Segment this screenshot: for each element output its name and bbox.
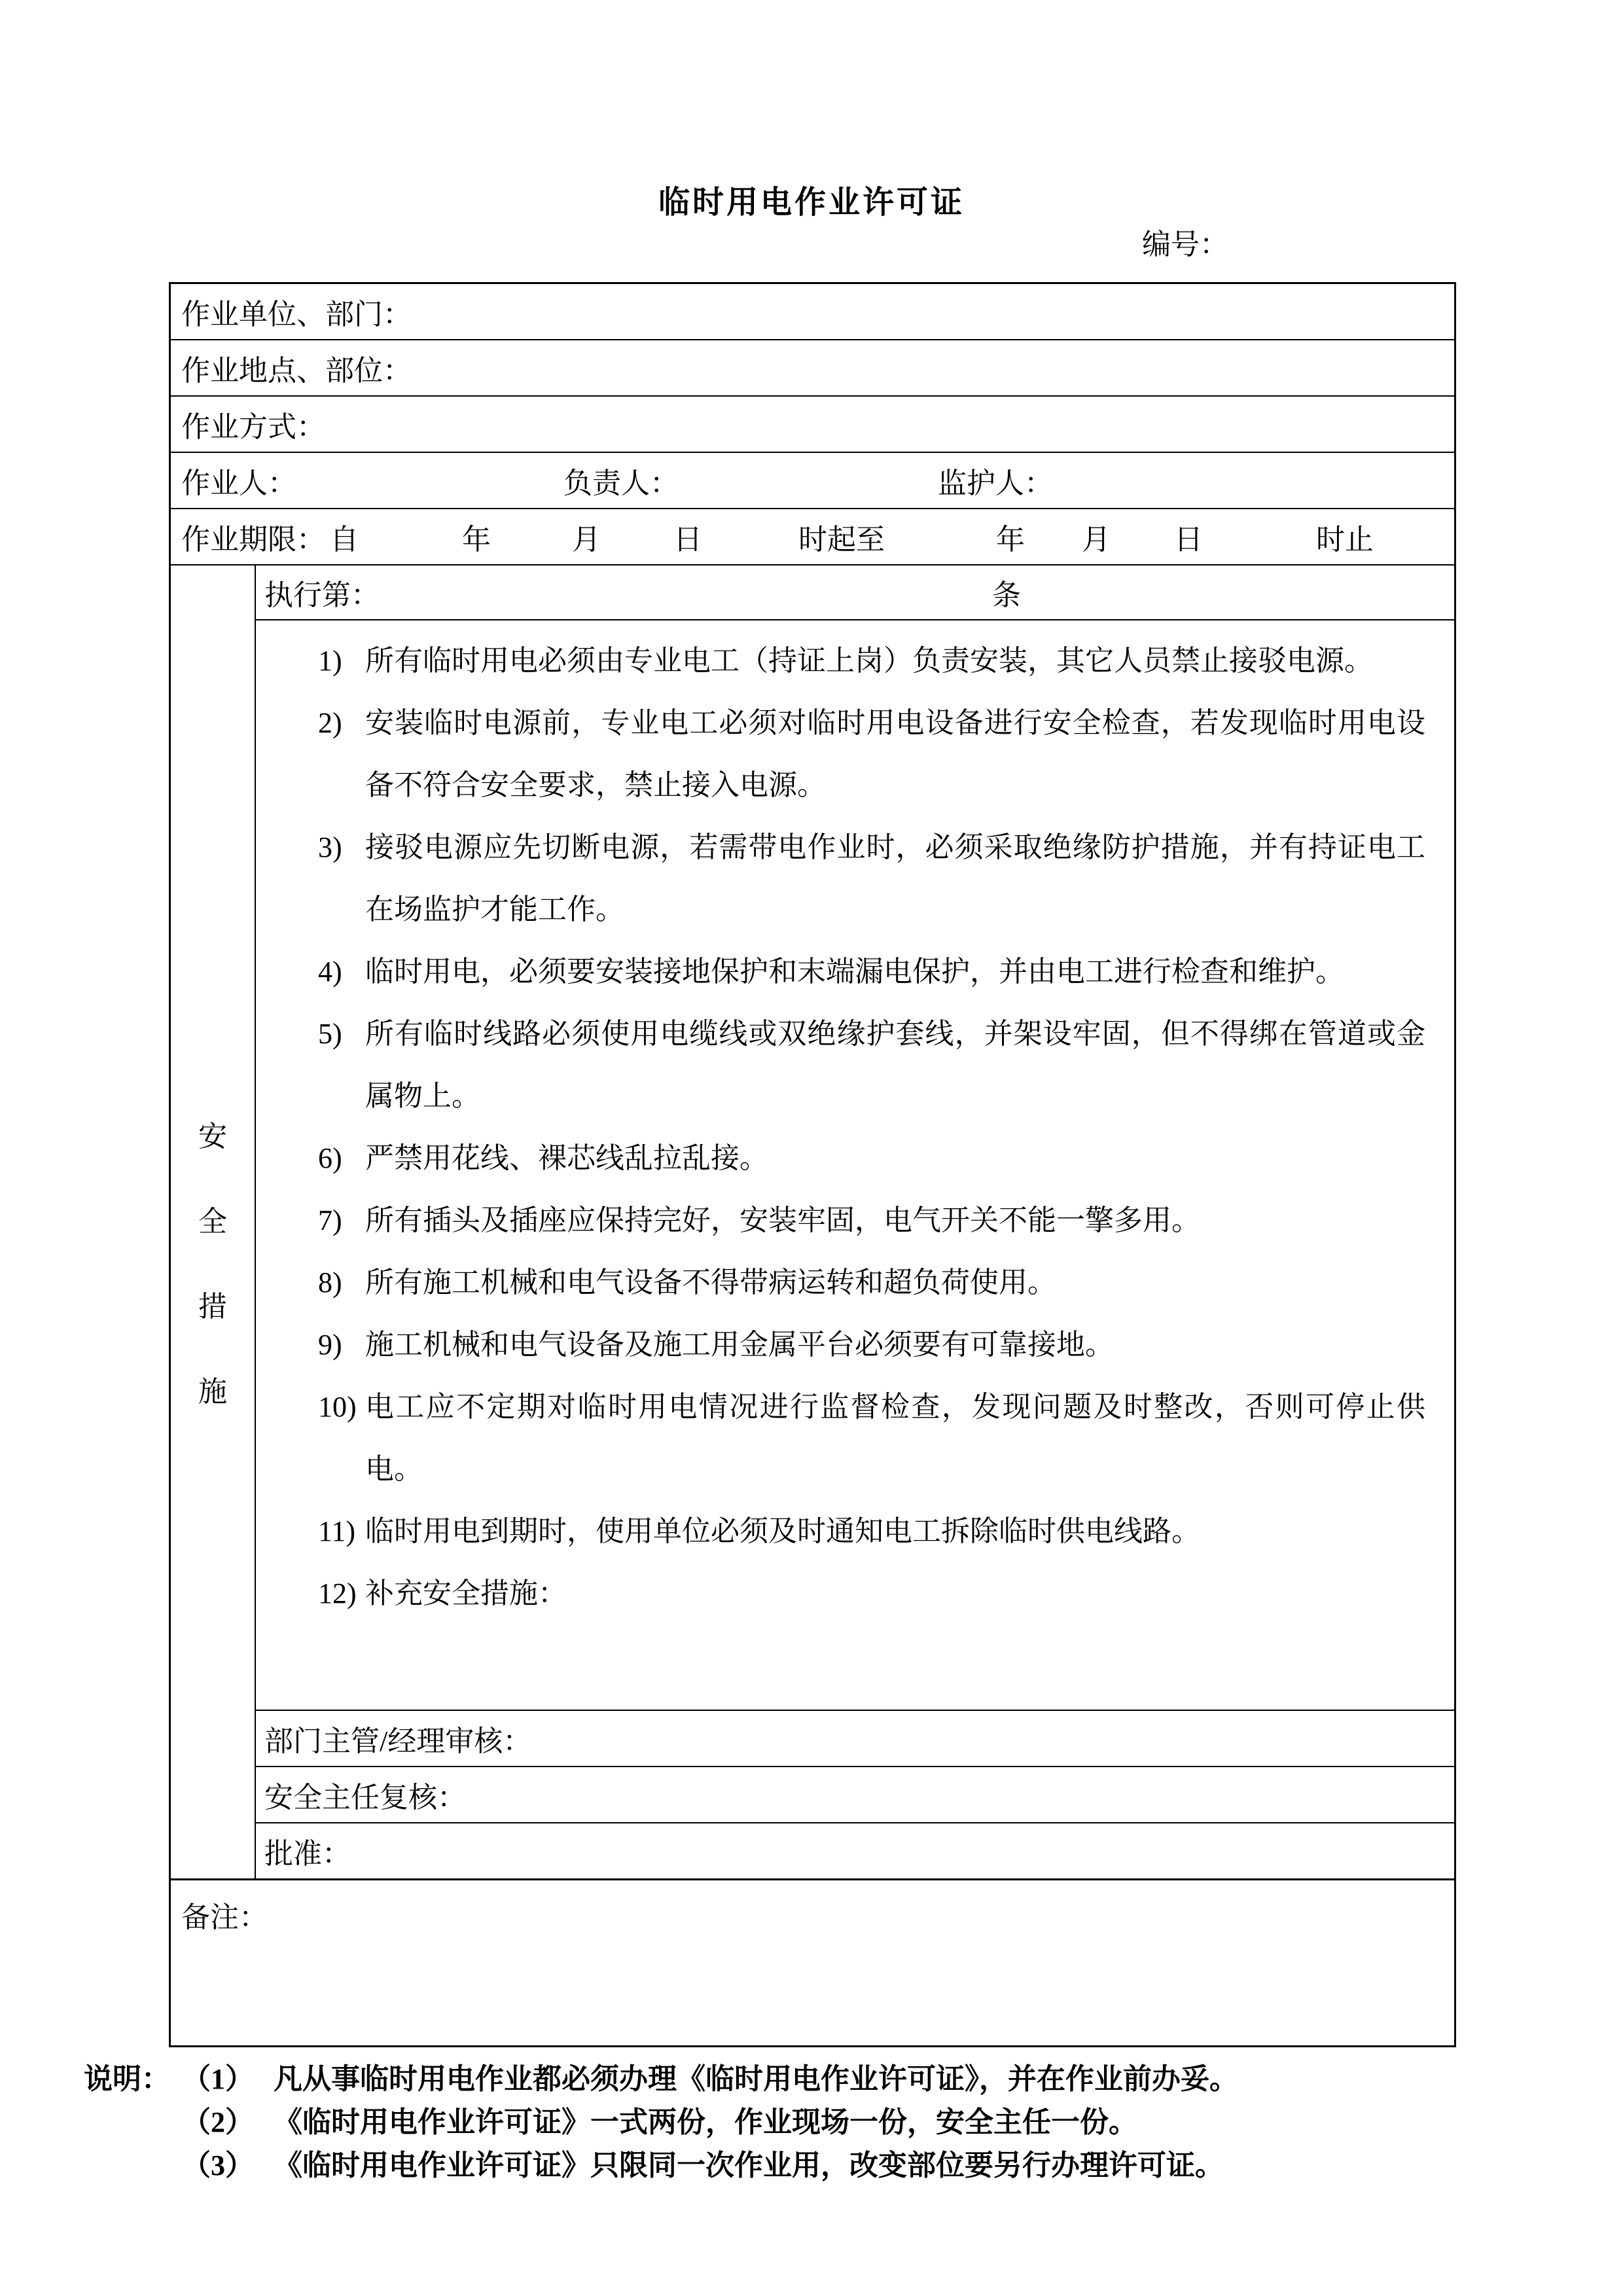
measure-num: 7) (318, 1204, 342, 1237)
measure-text: 临时用电，必须要安装接地保护和末端漏电保护，并由电工进行检查和维护。 (365, 956, 1344, 988)
note-num-1: （1） (182, 2063, 254, 2096)
execute-clause-suffix: 条 (992, 579, 1021, 612)
measure-num: 8) (318, 1266, 342, 1299)
measure-num: 10) (318, 1391, 357, 1424)
row-safety-director-recheck (256, 1766, 1454, 1822)
row-work-location (171, 340, 1454, 397)
approval-label: 批准： (264, 1838, 351, 1871)
safety-char-4: 施 (198, 1376, 227, 1408)
work-location-label: 作业地点、部位： (181, 355, 412, 387)
measure-text: 所有插头及插座应保持完好，安装牢固，电气开关不能一擎多用。 (365, 1204, 1200, 1237)
measure-item-3 (318, 816, 1454, 941)
safety-measures-list (256, 620, 1454, 1710)
period-from-label: 自 (330, 524, 359, 556)
note-line-2 (84, 2101, 1623, 2144)
row-execute-clause (256, 565, 1454, 620)
safety-measures-content (256, 565, 1454, 1878)
department-manager-review-label: 部门主管/经理审核： (264, 1725, 532, 1758)
period-day2-label: 日 (1174, 524, 1203, 556)
safety-char-3: 措 (198, 1291, 227, 1323)
note-line-3 (84, 2144, 1623, 2187)
work-period-label: 作业期限： (181, 524, 325, 556)
row-remarks (171, 1878, 1454, 2045)
period-day1-label: 日 (673, 524, 702, 556)
measure-text: 所有施工机械和电气设备不得带病运转和超负荷使用。 (365, 1266, 1056, 1299)
measure-item-2 (318, 692, 1454, 816)
measure-num: 1) (318, 645, 342, 677)
note-text-3: 《临时用电作业许可证》只限同一次作业用，改变部位要另行办理许可证。 (274, 2149, 1224, 2182)
measure-item-7 (318, 1189, 1454, 1251)
measure-text: 所有临时线路必须使用电缆线或双绝缘护套线，并架设牢固，但不得绑在管道或金属物上。 (365, 1018, 1425, 1113)
work-method-label: 作业方式： (181, 411, 325, 444)
serial-number-label: 编号： (1142, 228, 1228, 261)
measure-item-5 (318, 1003, 1454, 1127)
measure-num: 6) (318, 1142, 342, 1175)
period-year1-label: 年 (462, 524, 491, 556)
row-persons (171, 453, 1454, 509)
measure-item-10 (318, 1376, 1454, 1500)
note-num-2: （2） (182, 2106, 254, 2139)
measure-item-6 (318, 1127, 1454, 1189)
measure-text: 严禁用花线、裸芯线乱拉乱接。 (365, 1142, 768, 1175)
measure-num: 4) (318, 956, 342, 988)
execute-clause-label: 执行第： (264, 579, 380, 612)
measure-text: 补充安全措施： (365, 1577, 567, 1610)
measure-text: 电工应不定期对临时用电情况进行监督检查，发现问题及时整改，否则可停止供电。 (365, 1391, 1425, 1486)
row-work-period (171, 509, 1454, 565)
measure-text: 临时用电到期时，使用单位必须及时通知电工拆除临时供电线路。 (365, 1515, 1200, 1548)
row-work-method (171, 397, 1454, 453)
worker-label: 作业人： (181, 467, 296, 500)
row-work-unit-department (171, 284, 1454, 340)
measure-item-9 (318, 1314, 1454, 1376)
measure-item-4 (318, 941, 1454, 1003)
note-text-2: 《临时用电作业许可证》一式两份，作业现场一份，安全主任一份。 (274, 2106, 1137, 2139)
row-department-manager-review (256, 1710, 1454, 1766)
safety-measures-column-label (171, 565, 256, 1878)
measure-num: 12) (318, 1577, 357, 1610)
notes-label-spacer (84, 2101, 182, 2144)
footer-notes (84, 2058, 1623, 2187)
measure-num: 3) (318, 831, 342, 864)
measure-num: 2) (318, 707, 342, 740)
measure-text: 接驳电源应先切断电源，若需带电作业时，必须采取绝缘防护措施，并有持证电工在场监护才能工作。 (365, 831, 1425, 926)
work-unit-department-label: 作业单位、部门： (181, 298, 412, 331)
measure-item-11 (318, 1500, 1454, 1562)
measure-num: 5) (318, 1018, 342, 1050)
period-year2-label: 年 (996, 524, 1025, 556)
note-num-3: （3） (182, 2149, 254, 2182)
measure-text: 施工机械和电气设备及施工用金属平台必须要有可靠接地。 (365, 1329, 1114, 1361)
measure-item-1 (318, 630, 1454, 692)
period-month1-label: 月 (572, 524, 601, 556)
notes-label: 说明： (84, 2063, 170, 2096)
note-line-1 (84, 2058, 1623, 2101)
measure-item-12 (318, 1562, 1454, 1624)
period-start-to-label: 时起至 (798, 524, 885, 556)
safety-director-recheck-label: 安全主任复核： (264, 1782, 466, 1814)
leader-label: 负责人： (563, 467, 679, 500)
measure-num: 11) (318, 1515, 356, 1548)
note-text-1: 凡从事临时用电作业都必须办理《临时用电作业许可证》，并在作业前办妥。 (274, 2063, 1238, 2096)
page-title: 临时用电作业许可证 (658, 185, 965, 220)
supervisor-label: 监护人： (938, 467, 1053, 500)
safety-char-1: 安 (198, 1121, 227, 1153)
remarks-label: 备注： (181, 1901, 268, 1934)
permit-table (169, 282, 1456, 2047)
period-month2-label: 月 (1082, 524, 1111, 556)
period-end-label: 时止 (1316, 524, 1374, 556)
measure-num: 9) (318, 1329, 342, 1361)
measure-item-8 (318, 1251, 1454, 1314)
notes-label-spacer (84, 2144, 182, 2187)
measure-text: 安装临时电源前，专业电工必须对临时用电设备进行安全检查，若发现临时用电设备不符合安全要求，禁止接入电源。 (365, 707, 1425, 802)
row-approval (256, 1822, 1454, 1878)
measure-text: 所有临时用电必须由专业电工（持证上岗）负责安装，其它人员禁止接驳电源。 (365, 645, 1373, 677)
safety-char-2: 全 (198, 1206, 227, 1238)
safety-measures-section (171, 565, 1454, 1878)
